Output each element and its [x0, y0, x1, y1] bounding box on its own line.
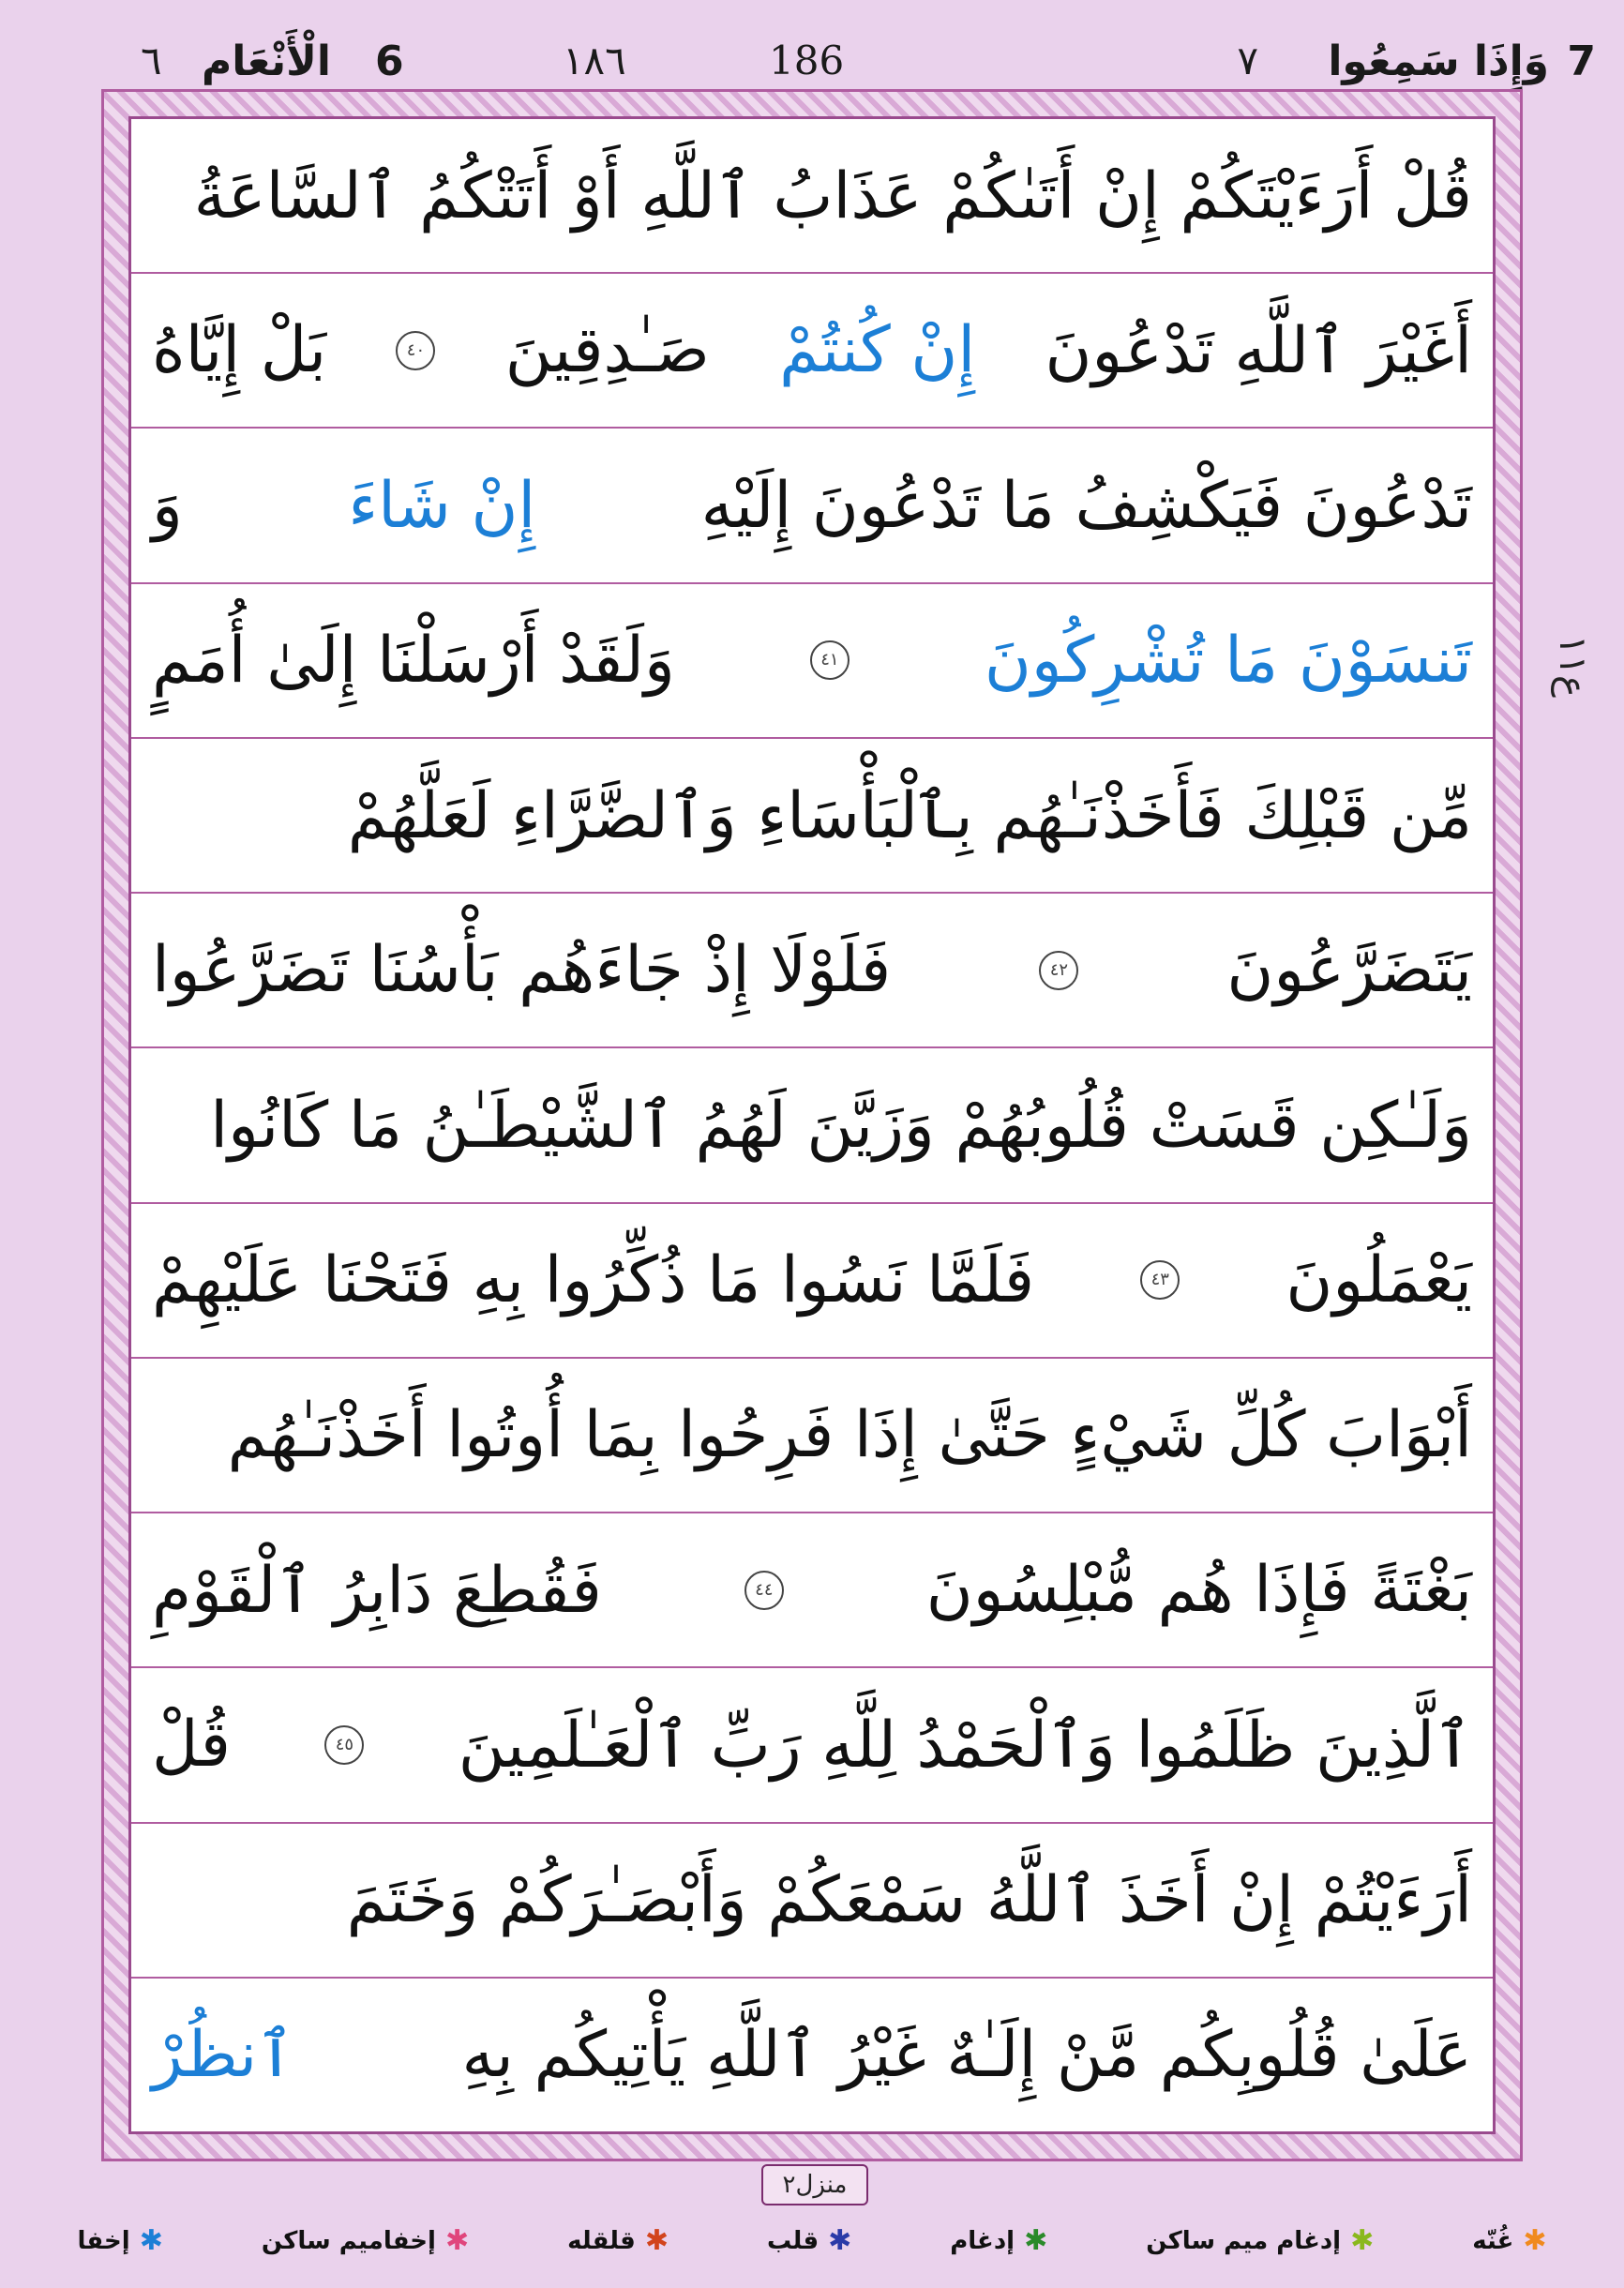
para-name: وَإِذَا سَمِعُوا [1328, 38, 1549, 85]
asterisk-icon: ✱ [139, 2224, 163, 2257]
surah-number-arabic: ٦ [141, 38, 162, 83]
line-text: بَلْ إِيَّاهُ [152, 313, 327, 388]
line-text: فَلَوْلَا إِذْ جَاءَهُم بَأْسُنَا تَضَرَّعُوا [152, 933, 892, 1008]
surah-name: الْأَنْعَام [202, 38, 331, 85]
text-line-9 [131, 1359, 1493, 1513]
line-text: قُلْ [152, 1708, 232, 1783]
line-text: أَبْوَابَ كُلِّ شَيْءٍ حَتَّىٰ إِذَا فَرِحُوا بِمَا أُوتُوا أَخَذْنَـٰهُم [227, 1397, 1472, 1472]
line-text: فَلَمَّا نَسُوا مَا ذُكِّرُوا بِهِ فَتَحْنَا عَلَيْهِمْ [152, 1242, 1035, 1317]
page-number-arabic: ١٨٦ [563, 38, 626, 83]
legend-label: قلقله [567, 2227, 636, 2255]
legend-label: إدغام [950, 2227, 1015, 2255]
text-line-3 [131, 429, 1493, 583]
line-text: أَغَيْرَ ٱللَّهِ تَدْعُونَ [1045, 313, 1472, 388]
asterisk-icon: ✱ [444, 2224, 470, 2257]
text-line-4 [131, 584, 1493, 739]
page-header [0, 0, 1624, 94]
asterisk-icon: ✱ [1350, 2224, 1375, 2257]
line-text-ikhfa: إِنْ شَاءَ [348, 468, 536, 543]
line-text: ٱلَّذِينَ ظَلَمُوا وَٱلْحَمْدُ لِلَّهِ رَبِّ ٱلْعَـٰلَمِينَ [458, 1708, 1472, 1783]
line-text: فَقُطِعَ دَابِرُ ٱلْقَوْمِ [152, 1553, 602, 1628]
manzil-label: منزل۲ [761, 2164, 868, 2205]
line-text: وَلَقَدْ أَرْسَلْنَا إِلَىٰ أُمَمٍ [152, 623, 675, 698]
line-text: يَتَضَرَّعُونَ [1226, 933, 1472, 1008]
text-line-13 [131, 1979, 1493, 2131]
text-line-10 [131, 1513, 1493, 1668]
legend-item-qalb [766, 2224, 852, 2257]
surah-number: 6 [375, 38, 404, 85]
text-area [128, 116, 1496, 2134]
line-text: صَـٰدِقِينَ [504, 313, 710, 388]
text-line-5 [131, 739, 1493, 894]
verse-lines [131, 119, 1493, 2131]
para-number: 7 [1567, 38, 1596, 85]
asterisk-icon: ✱ [1523, 2224, 1547, 2257]
asterisk-icon: ✱ [828, 2224, 852, 2257]
asterisk-icon: ✱ [1024, 2224, 1048, 2257]
ayah-end-marker: ٤٢ [1039, 951, 1078, 990]
line-text-ikhfa: ٱنظُرْ [152, 2018, 295, 2093]
legend-item-ghunna [1472, 2224, 1547, 2257]
ayah-end-marker: ٤٥ [324, 1725, 364, 1765]
legend-label: قلب [766, 2227, 820, 2255]
line-text: وَلَـٰكِن قَسَتْ قُلُوبُهُمْ وَزَيَّنَ لَهُمُ ٱلشَّيْطَـٰنُ مَا كَانُوا [210, 1089, 1472, 1164]
text-line-1 [131, 119, 1493, 274]
ayah-end-marker: ٤٣ [1140, 1260, 1180, 1300]
text-line-8 [131, 1204, 1493, 1359]
text-line-2 [131, 274, 1493, 429]
tajweed-legend [0, 2213, 1624, 2269]
ayah-end-marker: ٤١ [810, 640, 850, 680]
legend-label: إدغام ميم ساكن [1146, 2227, 1342, 2255]
text-line-6 [131, 894, 1493, 1048]
line-text: وَ [152, 468, 183, 543]
legend-item-ikhfa [77, 2224, 163, 2257]
legend-item-idgham [950, 2224, 1048, 2257]
line-text: مِّن قَبْلِكَ فَأَخَذْنَـٰهُم بِٱلْبَأْسَاءِ وَٱلضَّرَّاءِ لَعَلَّهُمْ [347, 778, 1472, 853]
line-text: تَدْعُونَ فَيَكْشِفُ مَا تَدْعُونَ إِلَيْهِ [700, 468, 1472, 543]
quran-page-frame [101, 89, 1523, 2161]
page-number: 186 [769, 38, 845, 83]
text-line-11 [131, 1668, 1493, 1823]
para-number-arabic: ٧ [1237, 38, 1258, 83]
line-text-ikhfa: إِنْ كُنتُمْ [779, 313, 976, 388]
line-text: يَعْمَلُونَ [1286, 1242, 1472, 1317]
text-line-7 [131, 1048, 1493, 1203]
text-line-12 [131, 1824, 1493, 1979]
asterisk-icon: ✱ [644, 2224, 669, 2257]
line-text: أَرَءَيْتُمْ إِنْ أَخَذَ ٱللَّهُ سَمْعَكُمْ وَأَبْصَـٰرَكُمْ وَخَتَمَ [346, 1863, 1472, 1938]
legend-item-ikhfa-meem [261, 2224, 470, 2257]
ayah-end-marker: ٤٤ [744, 1571, 784, 1610]
legend-label: إخفا [77, 2227, 130, 2255]
line-text: عَلَىٰ قُلُوبِكُم مَّنْ إِلَـٰهٌ غَيْرُ ٱللَّهِ يَأْتِيكُم بِهِ [461, 2018, 1472, 2093]
ayah-end-marker: ٤٠ [396, 331, 435, 370]
line-text: تَنسَوْنَ مَا تُشْرِكُونَ [984, 623, 1472, 698]
legend-item-qalqala [567, 2224, 669, 2257]
legend-label: إخفاميم ساكن [261, 2227, 436, 2255]
legend-item-idgham-meem [1146, 2224, 1375, 2257]
ruku-marker: ع۱۱ [1551, 634, 1594, 698]
line-text: بَغْتَةً فَإِذَا هُم مُّبْلِسُونَ [925, 1553, 1472, 1628]
line-text: قُلْ أَرَءَيْتَكُمْ إِنْ أَتَىٰكُمْ عَذَابُ ٱللَّهِ أَوْ أَتَتْكُمُ ٱلسَّاعَةُ [193, 158, 1472, 233]
legend-label: غُنّه [1472, 2227, 1514, 2255]
